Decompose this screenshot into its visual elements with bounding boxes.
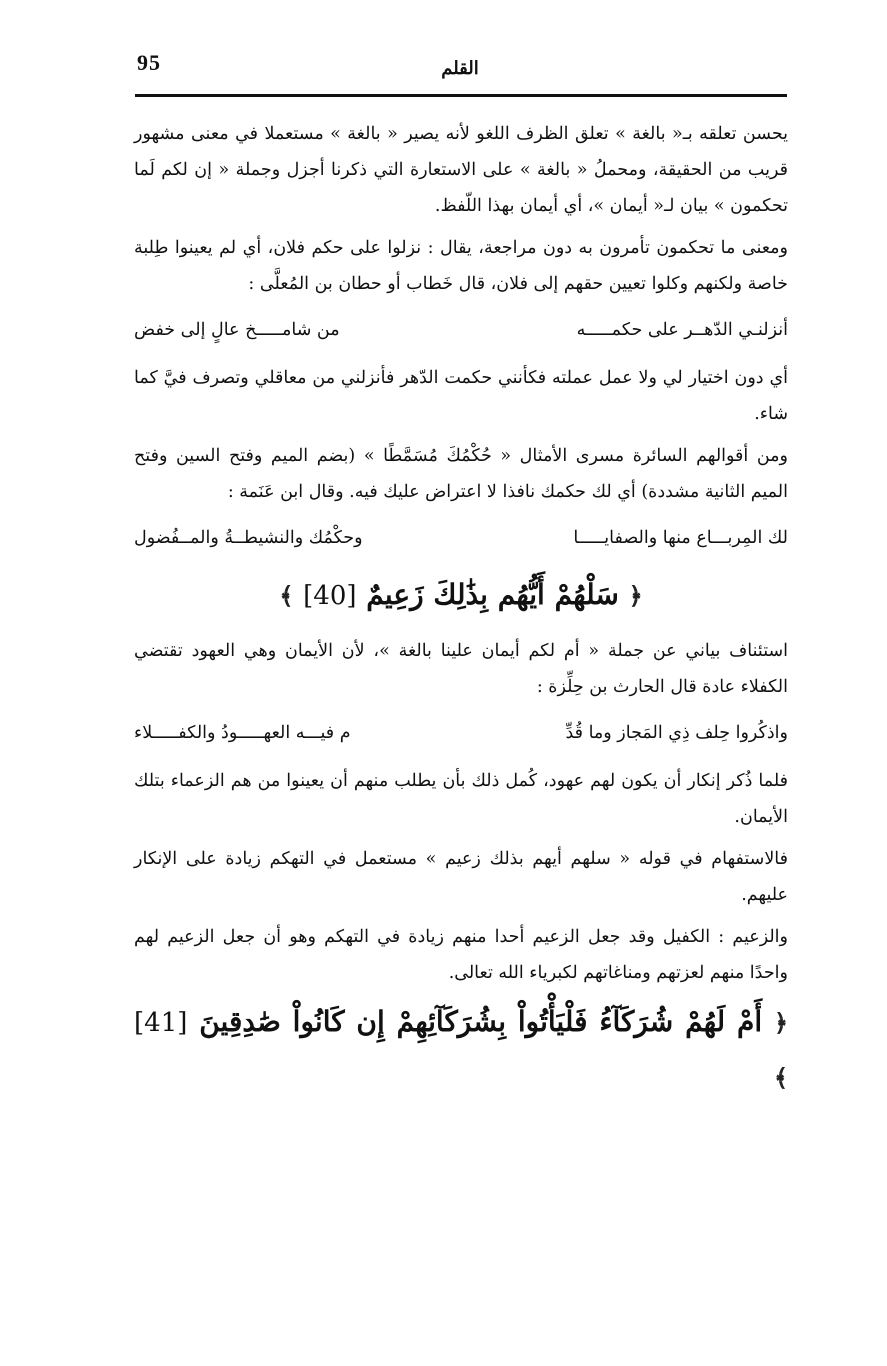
paragraph: فالاستفهام في قوله « سلهم أيهم بذلك زعيم » مستعمل في التهكم زيادة على الإنكار عليهم. [134, 849, 788, 905]
paragraph: يحسن تعلقه بـ« بالغة » تعلق الظرف اللغو لأنه يصير « بالغة » مستعملا في معنى مشهور قريب من الحقيقة، ومحملُ « بالغة » على الاستعارة التي ذكرنا أجزل وجملة « إن لكم لَما تحكمون » بيان لـ« أيمان »، أي أيمان بهذا اللّفظ. [134, 124, 788, 216]
paragraph: أي دون اختيار لي ولا عمل عملته فكأنني حكمت الدّهر فأنزلني من معاقلي وتصرف فيَّ كما شاء. [134, 368, 788, 424]
verse-second-hemistich: من شامـــــخ عالٍ إلى خفض [134, 320, 340, 340]
verse-number: [40] [303, 581, 357, 611]
page-number: 95 [137, 50, 161, 75]
header-rule [135, 94, 787, 97]
verse-second-hemistich: م فيـــه العهـــــودُ والكفـــــلاء [134, 723, 351, 743]
verse-first-hemistich: أنزلنـي الدّهــر على حكمـــــه [576, 320, 788, 340]
paragraph: ومعنى ما تحكمون تأمرون به دون مراجعة، يقال : نزلوا على حكم فلان، أي لم يعينوا طِلبة خاصة ولكنهم وكلوا تعيين حقهم إلى فلان، قال خَطاب أو حطان بن المُعلَّى : [134, 238, 788, 294]
poetry-verse [134, 715, 788, 751]
quran-verse-text: أَمْ لَهُمْ شُرَكَآءُ فَلْيَأْتُواْ بِشُرَكَآئِهِمْ إِن كَانُواْ صَٰدِقِينَ [199, 1005, 763, 1038]
page-header [135, 46, 785, 94]
verse-first-hemistich: واذكُروا حِلف ذِي المَجاز وما قُدِّ [565, 723, 788, 743]
verse-number: [41] [134, 1008, 188, 1038]
quran-verse [134, 568, 788, 623]
verse-first-hemistich: لك المِربـــاع منها والصفايـــــا [573, 528, 788, 548]
ornate-bracket-close-icon: ﴾ [773, 1063, 788, 1092]
surah-title: القلم [441, 58, 479, 79]
quran-verse [134, 995, 788, 1105]
poetry-verse [134, 520, 788, 556]
paragraph: والزعيم : الكفيل وقد جعل الزعيم أحدا منهم زيادة في التهكم وهو أن جعل الزعيم لهم واحدًا منهم لعزتهم ومناغاتهم لكبرياء الله تعالى. [134, 927, 788, 983]
verse-second-hemistich: وحكْمُك والنشيطــةُ والمــفُضول [134, 528, 363, 548]
ornate-bracket-open-icon: ﴿ [628, 581, 643, 610]
paragraph: استئناف بياني عن جملة « أم لكم أيمان علينا بالغة »، لأن الأيمان وهي العهود تقتضي الكفلاء عادة قال الحارث بن حِلِّزة : [134, 641, 788, 697]
poetry-verse [134, 312, 788, 348]
paragraph: فلما ذُكر إنكار أن يكون لهم عهود، كُمل ذلك بأن يطلب منهم أن يعينوا من هم الزعماء بتلك الأيمان. [134, 771, 788, 827]
quran-verse-text: سَلْهُمْ أَيُّهُم بِذَٰلِكَ زَعِيمٌ [366, 578, 619, 611]
ornate-bracket-open-icon: ﴿ [773, 1008, 788, 1037]
ornate-bracket-close-icon: ﴾ [279, 581, 294, 610]
paragraph: ومن أقوالهم السائرة مسرى الأمثال « حُكْمُكَ مُسَمَّطًا » (بضم الميم وفتح السين وفتح الميم الثانية مشددة) أي لك حكمك نافذا لا اعتراض عليك فيه. وقال ابن عَنَمة : [134, 446, 788, 502]
page-body [134, 116, 788, 1115]
